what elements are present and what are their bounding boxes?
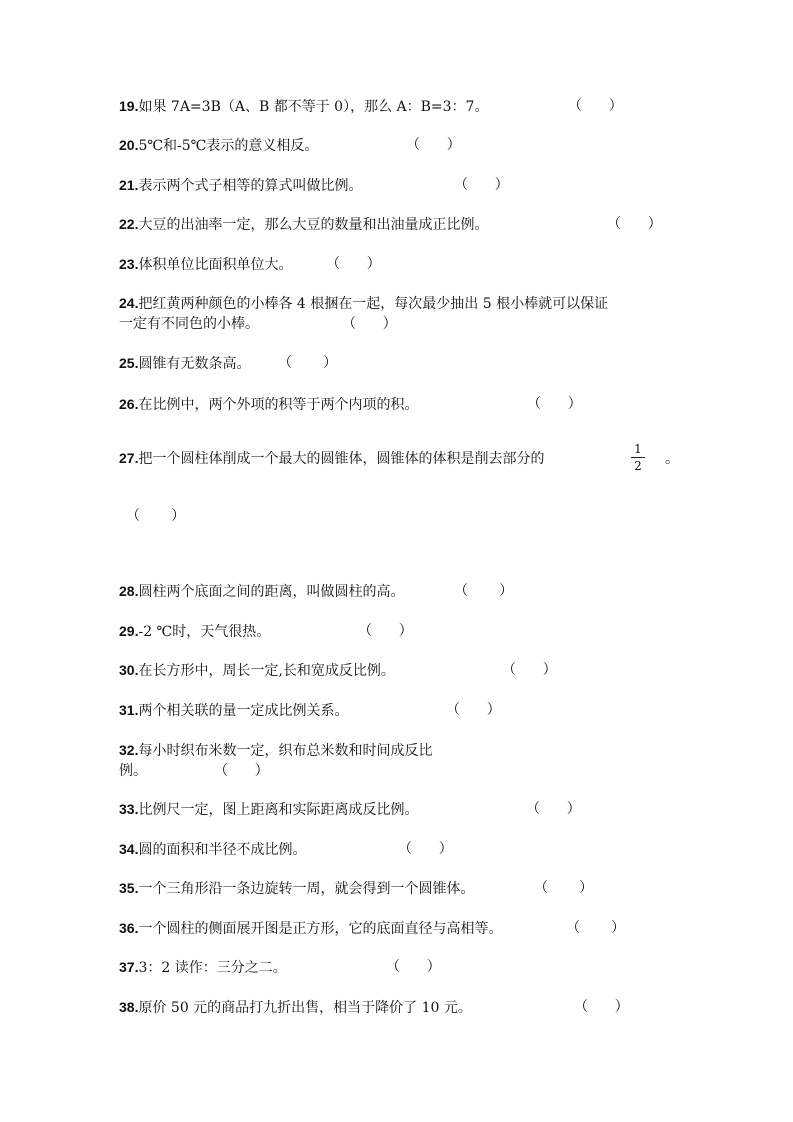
answer-blank[interactable]: （ ） [126, 508, 186, 524]
question-23 [119, 253, 292, 276]
question-text: 5℃和-5℃表示的意义相反。 [138, 138, 319, 154]
question-number: 31. [119, 702, 139, 718]
answer-blank[interactable]: （ ） [566, 920, 626, 936]
question-text: 圆的面积和半径不成比例。 [138, 842, 307, 858]
answer-blank[interactable]: （ ） [214, 763, 269, 779]
fraction-bar [631, 457, 645, 458]
question-number: 26. [119, 396, 139, 412]
question-text: 3：2 读作：三分之二。 [138, 960, 287, 976]
question-19 [119, 95, 488, 118]
answer-blank[interactable]: （ ） [358, 623, 413, 639]
sentence-end: 。 [665, 451, 679, 467]
question-30 [119, 659, 395, 682]
question-number: 35. [119, 880, 139, 896]
question-text: 大豆的出油率一定，那么大豆的数量和出油量成正比例。 [138, 217, 489, 233]
question-35 [119, 877, 474, 900]
question-text: 圆锥有无数条高。 [138, 356, 251, 372]
answer-blank[interactable]: （ ） [526, 801, 581, 817]
answer-blank[interactable]: （ ） [574, 999, 629, 1015]
question-21 [119, 174, 362, 197]
question-34 [119, 838, 306, 861]
question-25 [119, 352, 250, 375]
question-20 [119, 134, 318, 157]
question-text: 一个三角形沿一条边旋转一周，就会得到一个圆锥体。 [138, 881, 475, 897]
question-text: 两个相关联的量一定成比例关系。 [138, 703, 349, 719]
question-26 [119, 393, 418, 416]
question-number: 29. [119, 623, 139, 639]
fraction [631, 442, 645, 473]
question-text: 表示两个式子相等的算式叫做比例。 [138, 178, 363, 194]
question-24 [119, 292, 608, 315]
answer-blank[interactable]: （ ） [342, 316, 397, 332]
question-number: 27. [119, 450, 139, 466]
question-number: 34. [119, 841, 139, 857]
fraction-denominator: 2 [634, 459, 642, 473]
answer-blank[interactable]: （ ） [454, 583, 514, 599]
answer-blank[interactable]: （ ） [278, 355, 338, 371]
question-28 [119, 580, 404, 603]
question-number: 22. [119, 216, 139, 232]
answer-blank[interactable]: （ ） [607, 216, 662, 232]
question-number: 38. [119, 999, 139, 1015]
answer-blank[interactable]: （ ） [406, 137, 461, 153]
question-31 [119, 699, 348, 722]
question-number: 33. [119, 801, 139, 817]
answer-blank[interactable]: （ ） [326, 256, 381, 272]
question-number: 20. [119, 137, 139, 153]
answer-blank[interactable]: （ ） [386, 959, 441, 975]
question-number: 37. [119, 959, 139, 975]
question-number: 21. [119, 177, 139, 193]
question-number: 30. [119, 662, 139, 678]
question-36 [119, 917, 502, 940]
question-text: 在比例中，两个外项的积等于两个内项的积。 [138, 397, 419, 413]
question-text: 圆柱两个底面之间的距离，叫做圆柱的高。 [138, 584, 405, 600]
answer-blank[interactable]: （ ） [454, 177, 509, 193]
question-number: 28. [119, 583, 139, 599]
answer-blank[interactable]: （ ） [446, 702, 501, 718]
question-number: 32. [119, 742, 139, 758]
question-number: 23. [119, 256, 139, 272]
question-29 [119, 620, 270, 643]
question-37 [119, 956, 287, 979]
question-text: 如果 7A=3B（A、B 都不等于 0），那么 A：B=3：7。 [138, 99, 489, 115]
question-38 [119, 996, 472, 1019]
answer-blank[interactable]: （ ） [527, 396, 582, 412]
question-24-line2: 一定有不同色的小棒。 [119, 316, 259, 332]
question-text: -2 ℃时，天气很热。 [138, 624, 271, 640]
question-number: 25. [119, 355, 139, 371]
question-text: 每小时织布米数一定，织布总米数和时间成反比 [138, 743, 433, 759]
question-32-line2: 例。 [119, 763, 147, 779]
answer-blank[interactable]: （ ） [534, 880, 594, 896]
answer-blank[interactable]: （ ） [502, 662, 557, 678]
question-text: 把一个圆柱体削成一个最大的圆锥体，圆锥体的体积是削去部分的 [138, 451, 545, 467]
question-text: 一个圆柱的侧面展开图是正方形，它的底面直径与高相等。 [138, 921, 503, 937]
question-22 [119, 213, 488, 236]
question-number: 36. [119, 920, 139, 936]
question-text: 把红黄两种颜色的小棒各 4 根捆在一起，每次最少抽出 5 根小棒就可以保证 [138, 296, 609, 312]
question-number: 24. [119, 295, 139, 311]
question-number: 19. [119, 98, 139, 114]
question-32 [119, 739, 432, 762]
question-text: 比例尺一定，图上距离和实际距离成反比例。 [138, 802, 419, 818]
question-33 [119, 798, 418, 821]
question-text: 体积单位比面积单位大。 [138, 257, 293, 273]
question-27 [119, 447, 544, 470]
answer-blank[interactable]: （ ） [568, 98, 623, 114]
fraction-numerator: 1 [634, 442, 642, 456]
question-text: 在长方形中，周长一定,长和宽成反比例。 [138, 663, 395, 679]
question-text: 原价 50 元的商品打九折出售，相当于降价了 10 元。 [138, 1000, 472, 1016]
answer-blank[interactable]: （ ） [398, 841, 453, 857]
